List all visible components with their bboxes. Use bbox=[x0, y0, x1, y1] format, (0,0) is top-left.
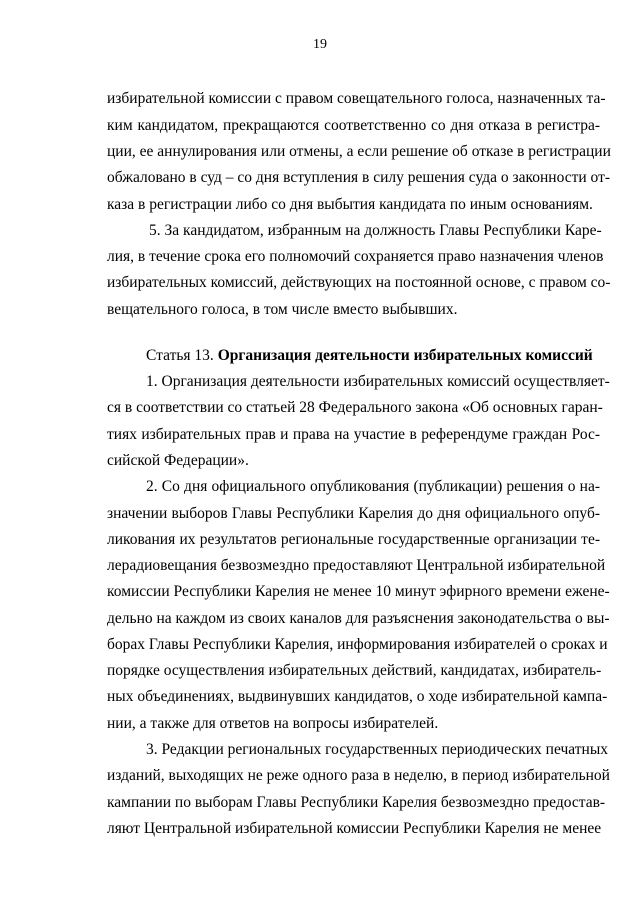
text-line: ким кандидатом, прекращаются соответственно со дня отказа в регистра- bbox=[107, 117, 600, 134]
page-number: 19 bbox=[313, 37, 327, 52]
text-line: лерадиовещания безвозмездно предоставляют Центральной избирательной bbox=[107, 557, 606, 574]
text-line: изданий, выходящих не реже одного раза в неделю, в период избирательной bbox=[107, 767, 610, 784]
text-line: нии, а также для ответов на вопросы избирателей. bbox=[107, 715, 439, 732]
text-line: вещательного голоса, в том числе вместо выбывших. bbox=[107, 301, 458, 318]
text-line: ликования их результатов региональные государственные организации те- bbox=[107, 531, 600, 548]
text-line: ляют Центральной избирательной комиссии Республики Карелия не менее bbox=[107, 820, 602, 837]
text-line: избирательной комиссии с правом совещательного голоса, назначенных та- bbox=[107, 90, 606, 107]
text-line: 1. Организация деятельности избирательных комиссий осуществляет- bbox=[146, 373, 610, 390]
text-line: 2. Со дня официального опубликования (публикации) решения о на- bbox=[146, 478, 600, 495]
text-line: ных объединениях, выдвинувших кандидатов, о ходе избирательной кампа- bbox=[107, 688, 608, 705]
text-line: 3. Редакции региональных государственных периодических печатных bbox=[146, 741, 608, 758]
text-line: каза в регистрации либо со дня выбытия кандидата по иным основаниям. bbox=[107, 196, 593, 213]
text-line: сийской Федерации». bbox=[107, 452, 249, 469]
text-line: борах Главы Республики Карелия, информирования избирателей о сроках и bbox=[107, 636, 608, 653]
text-line: значении выборов Главы Республики Карелия до дня официального опуб- bbox=[107, 505, 600, 522]
text-line: комиссии Республики Карелия не менее 10 минут эфирного времени еженe- bbox=[107, 583, 610, 600]
text-line: дельно на каждом из своих каналов для разъяснения законодательства о вы- bbox=[107, 610, 610, 627]
text-line: ся в соответствии со статьей 28 Федерального закона «Об основных гаран- bbox=[107, 399, 603, 416]
text-line: избирательных комиссий, действующих на постоянной основе, с правом со- bbox=[107, 274, 611, 291]
article-title: Организация деятельности избирательных комиссий bbox=[217, 347, 593, 364]
text-line: тиях избирательных прав и права на участие в референдуме граждан Рос- bbox=[107, 426, 600, 443]
text-line: ции, ее аннулирования или отмены, а если решение об отказе в регистрации bbox=[107, 143, 611, 160]
text-line: порядке осуществления избирательных действий, кандидатах, избиратель- bbox=[107, 662, 602, 679]
text-line: 5. За кандидатом, избранным на должность Главы Республики Каре- bbox=[149, 222, 602, 239]
text-line: лия, в течение срока его полномочий сохраняется право назначения членов bbox=[107, 248, 604, 265]
article-number: Статья 13. bbox=[146, 347, 218, 364]
text-line: кампании по выборам Главы Республики Карелия безвозмездно предостав- bbox=[107, 794, 606, 811]
article-heading bbox=[146, 346, 600, 366]
text-line: обжаловано в суд – со дня вступления в силу решения суда о законности от- bbox=[107, 169, 611, 186]
